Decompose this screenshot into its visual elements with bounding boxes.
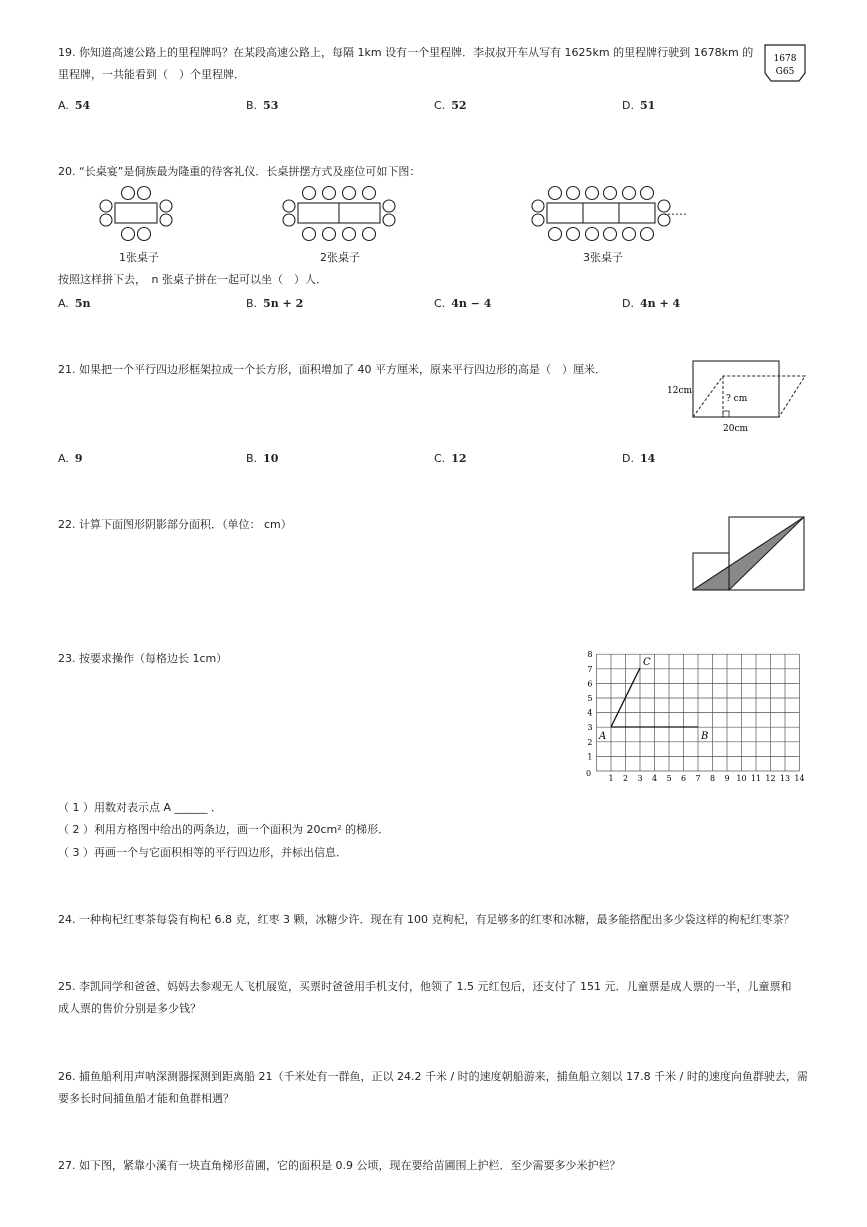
table-1-rect bbox=[115, 203, 157, 223]
x-tick-label: 14 bbox=[794, 774, 805, 783]
q24-text-line1: 24. 一种枸杞红枣茶每袋有枸杞 6.8 克，红枣 3 颗，冰糖少许．现在有 100 克枸杞，有足够多的红枣和冰糖，最多能搭配出多少袋这样的枸杞红枣茶？ bbox=[58, 913, 795, 926]
q23-sub3: （ 3 ）再画一个与它面积相等的平行四边形，并标出信息． bbox=[58, 846, 347, 859]
q21-option-a[interactable]: A. 9 bbox=[58, 452, 83, 465]
q25-text-line2: 成人票的售价分别是多少钱？ bbox=[58, 1002, 201, 1015]
x-tick-label: 12 bbox=[765, 774, 776, 783]
shaded-area-figure bbox=[690, 514, 808, 594]
label-20cm: 20cm bbox=[723, 424, 749, 434]
x-tick-label: 11 bbox=[750, 774, 762, 783]
q20-option-b[interactable]: B. 5n + 2 bbox=[246, 297, 304, 310]
x-tick-label: 2 bbox=[622, 774, 629, 783]
q19-option-a[interactable]: A. 54 bbox=[58, 99, 91, 112]
point-a-label: A bbox=[599, 731, 607, 742]
origin-label: 0 bbox=[586, 769, 592, 778]
q19-text-line2: 里程牌，一共能看到（ ）个里程牌． bbox=[58, 68, 245, 81]
q20-option-d[interactable]: D. 4n + 4 bbox=[622, 297, 681, 310]
q19-option-c[interactable]: C. 52 bbox=[434, 99, 467, 112]
x-tick-label: 3 bbox=[637, 774, 643, 783]
sign-top-text: 1678 bbox=[773, 54, 797, 64]
mileage-sign-figure bbox=[763, 43, 807, 83]
caption-1-table: 1张桌子 bbox=[119, 251, 159, 264]
x-tick-label: 4 bbox=[651, 774, 658, 783]
table-ellipsis: …… bbox=[663, 204, 687, 218]
sign-bottom-text: G65 bbox=[775, 67, 795, 77]
x-tick-label: 9 bbox=[724, 774, 730, 783]
q27-text-line1: 27. 如下图，紧靠小溪有一块直角梯形苗圃，它的面积是 0.9 公顷，现在要给苗圃围上护栏．至少需要多少米护栏？ bbox=[58, 1159, 621, 1172]
q25-text-line1: 25. 李凯同学和爸爸、妈妈去参观无人飞机展览，买票时爸爸用手机支付，他领了 1.5 元红包后，还支付了 151 元．儿童票是成人票的一半，儿童票和 bbox=[58, 980, 792, 993]
q20-text-line1: 20. “长桌宴”是侗族最为隆重的待客礼仪．长桌拼摆方式及座位可如下图： bbox=[58, 165, 421, 178]
q23-sub2: （ 2 ）利用方格图中给出的两条边，画一个面积为 20cm² 的梯形． bbox=[58, 823, 390, 836]
label-question-cm: ? cm bbox=[726, 394, 748, 404]
q21-option-b[interactable]: B. 10 bbox=[246, 452, 279, 465]
q19-option-d[interactable]: D. 51 bbox=[622, 99, 656, 112]
q20-option-a[interactable]: A. 5n bbox=[58, 297, 91, 310]
x-tick-label: 1 bbox=[608, 774, 614, 783]
q20-option-c[interactable]: C. 4n − 4 bbox=[434, 297, 492, 310]
y-tick-label: 6 bbox=[587, 679, 593, 689]
y-tick-label: 4 bbox=[587, 708, 593, 718]
q23-text-line1: 23. 按要求操作（每格边长 1cm） bbox=[58, 652, 228, 665]
coordinate-grid-figure bbox=[580, 646, 810, 788]
point-c-label: C bbox=[643, 657, 651, 668]
q20-text-line2: 按照这样拼下去， n 张桌子拼在一起可以坐（ ）人． bbox=[58, 273, 327, 286]
x-tick-label: 5 bbox=[666, 774, 672, 783]
parallelogram-figure bbox=[665, 358, 815, 436]
q26-text-line2: 要多长时间捕鱼船才能和鱼群相遇？ bbox=[58, 1092, 234, 1105]
caption-2-tables: 2张桌子 bbox=[320, 251, 360, 264]
q19-text-line1: 19. 你知道高速公路上的里程牌吗？在某段高速公路上，每隔 1km 设有一个里程牌．李叔叔开车从写有 1625km 的里程牌行驶到 1678km 的 bbox=[58, 46, 754, 59]
x-tick-label: 10 bbox=[736, 774, 747, 783]
x-tick-label: 8 bbox=[709, 774, 716, 783]
long-table-figure bbox=[95, 182, 815, 248]
q21-option-c[interactable]: C. 12 bbox=[434, 452, 467, 465]
q22-text-line1: 22. 计算下面图形阴影部分面积．（单位： cm） bbox=[58, 518, 292, 531]
q21-option-d[interactable]: D. 14 bbox=[622, 452, 656, 465]
x-tick-label: 13 bbox=[779, 774, 791, 783]
y-tick-label: 3 bbox=[587, 723, 593, 733]
y-tick-label: 1 bbox=[587, 752, 593, 762]
point-b-label: B bbox=[701, 731, 709, 742]
y-tick-label: 7 bbox=[587, 664, 593, 674]
q26-text-line1: 26. 捕鱼船利用声呐深测器探测到距离船 21（千米处有一群鱼，正以 24.2 千米 / 时的速度朝船游来，捕鱼船立刻以 17.8 千米 / 时的速度向鱼群驶去，需 bbox=[58, 1070, 808, 1083]
y-tick-label: 2 bbox=[587, 737, 593, 747]
x-tick-label: 6 bbox=[680, 774, 687, 783]
y-tick-label: 5 bbox=[587, 694, 593, 703]
caption-3-tables: 3张桌子 bbox=[583, 251, 623, 264]
q19-option-b[interactable]: B. 53 bbox=[246, 99, 279, 112]
q21-text-line1: 21. 如果把一个平行四边形框架拉成一个长方形，面积增加了 40 平方厘米，原来平行四边形的高是（ ）厘米． bbox=[58, 363, 606, 376]
x-tick-label: 7 bbox=[695, 774, 701, 783]
label-12cm: 12cm bbox=[667, 386, 693, 396]
y-tick-label: 8 bbox=[587, 650, 593, 660]
q23-sub1: （ 1 ）用数对表示点 A ______ ． bbox=[58, 801, 223, 814]
